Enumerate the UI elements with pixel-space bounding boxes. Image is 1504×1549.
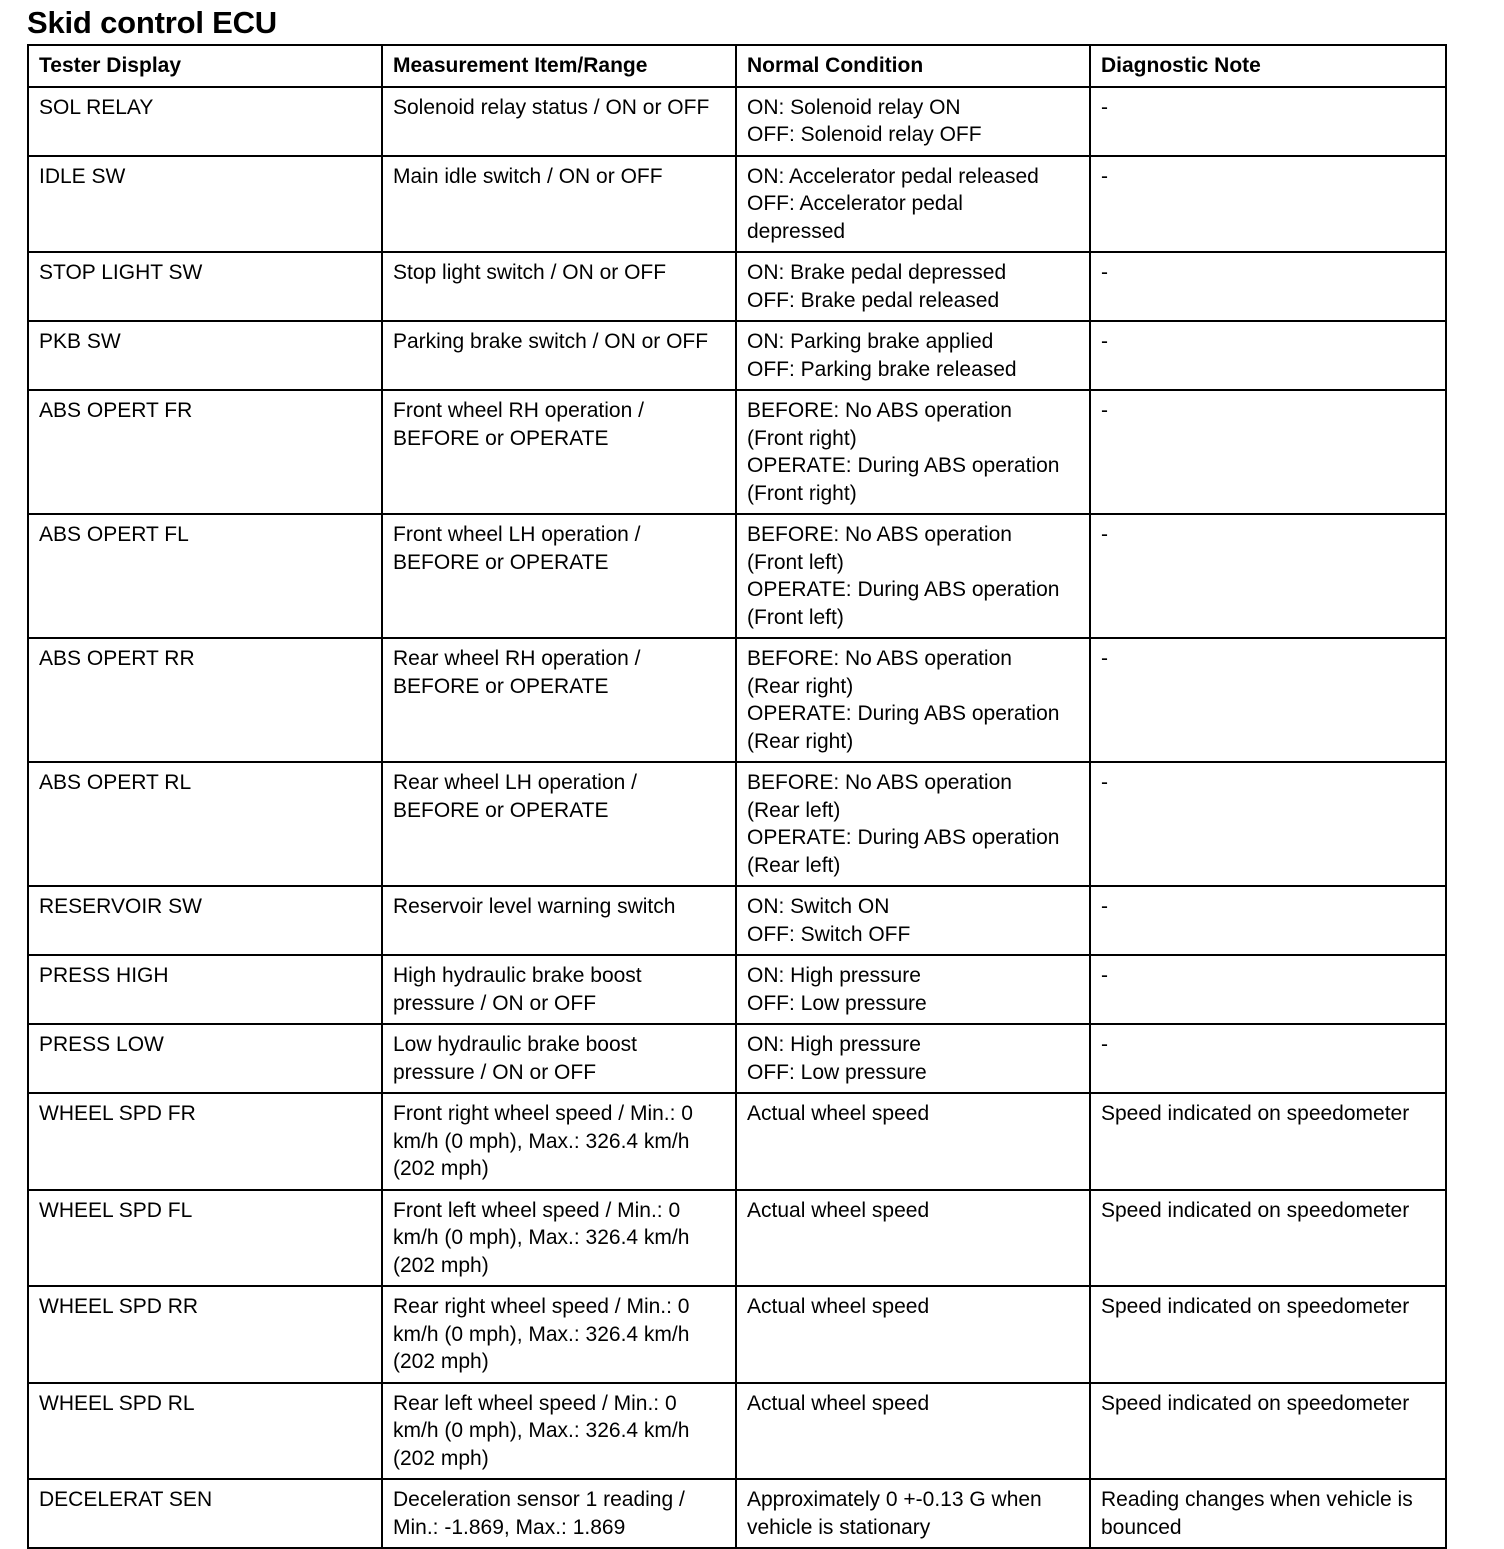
diagnostic-note-cell (1090, 955, 1446, 1024)
normal-condition-cell (736, 87, 1090, 156)
diagnostic-note-cell (1090, 1190, 1446, 1287)
cell-line: - (1101, 523, 1108, 546)
cell-line: ON: High pressure (747, 1033, 921, 1056)
table-row (28, 321, 1446, 390)
normal-condition-cell (736, 1383, 1090, 1480)
measurement-item-cell (382, 955, 736, 1024)
skid-control-ecu-table (27, 44, 1447, 1549)
tester-display-cell: PRESS LOW (28, 1024, 382, 1093)
cell-line: Solenoid relay status / ON or OFF (393, 95, 710, 119)
cell-line: (202 mph) (393, 1157, 489, 1180)
tester-display-cell: ABS OPERT RL (28, 762, 382, 886)
cell-line: - (1101, 399, 1108, 422)
cell-line: Reservoir level warning switch (393, 895, 676, 918)
cell-line: OFF: Switch OFF (747, 922, 911, 946)
table-row (28, 156, 1446, 253)
diagnostic-note-cell (1090, 321, 1446, 390)
measurement-item-cell (382, 156, 736, 253)
cell-line: ON: Accelerator pedal released (747, 164, 1039, 188)
table-row (28, 1093, 1446, 1190)
cell-line: OFF: Low pressure (747, 991, 927, 1015)
cell-line: ON: Parking brake applied (747, 330, 994, 353)
cell-line: depressed (747, 219, 846, 243)
measurement-item-cell (382, 886, 736, 955)
cell-line: OPERATE: During ABS operation (747, 826, 1060, 849)
table-header (28, 45, 1446, 87)
cell-line: OFF: Parking brake released (747, 357, 1017, 381)
diagnostic-note-cell (1090, 1479, 1446, 1548)
table-row (28, 955, 1446, 1024)
normal-condition-cell (736, 156, 1090, 253)
tester-display-cell: WHEEL SPD RL (28, 1383, 382, 1480)
diagnostic-note-cell (1090, 762, 1446, 886)
measurement-item-cell (382, 1190, 736, 1287)
cell-line: High hydraulic brake boost (393, 964, 642, 987)
cell-line: Rear wheel LH operation / (393, 771, 637, 794)
measurement-item-cell (382, 1383, 736, 1480)
cell-line: Reading changes when vehicle is (1101, 1488, 1413, 1511)
cell-line: - (1101, 164, 1108, 188)
cell-line: BEFORE or OPERATE (393, 674, 609, 698)
cell-line: OPERATE: During ABS operation (747, 578, 1060, 601)
diagnostic-note-cell (1090, 1093, 1446, 1190)
cell-line: OFF: Brake pedal released (747, 288, 1000, 312)
normal-condition-cell (736, 1190, 1090, 1287)
cell-line: Stop light switch / ON or OFF (393, 261, 667, 284)
measurement-item-cell (382, 638, 736, 762)
cell-line: - (1101, 771, 1108, 794)
cell-line: Low hydraulic brake boost (393, 1033, 637, 1056)
cell-line: (Front right) (747, 481, 857, 505)
normal-condition-cell (736, 955, 1090, 1024)
normal-condition-cell (736, 321, 1090, 390)
tester-display-cell: PKB SW (28, 321, 382, 390)
cell-line: Actual wheel speed (747, 1198, 930, 1222)
table-row (28, 87, 1446, 156)
cell-line: BEFORE: No ABS operation (747, 771, 1012, 794)
cell-line: OFF: Low pressure (747, 1060, 927, 1084)
table-row (28, 762, 1446, 886)
cell-line: Actual wheel speed (747, 1295, 930, 1318)
cell-line: - (1101, 895, 1108, 918)
cell-line: OPERATE: During ABS operation (747, 702, 1060, 725)
cell-line: BEFORE or OPERATE (393, 798, 609, 822)
normal-condition-cell (736, 390, 1090, 514)
tester-display-cell: WHEEL SPD FL (28, 1190, 382, 1287)
cell-line: (Front right) (747, 426, 857, 450)
normal-condition-cell (736, 638, 1090, 762)
cell-line: BEFORE: No ABS operation (747, 399, 1012, 422)
tester-display-cell: ABS OPERT RR (28, 638, 382, 762)
diagnostic-note-cell (1090, 886, 1446, 955)
cell-line: Main idle switch / ON or OFF (393, 164, 663, 188)
measurement-item-cell (382, 762, 736, 886)
measurement-item-cell (382, 1286, 736, 1383)
tester-display-cell: PRESS HIGH (28, 955, 382, 1024)
cell-line: Front wheel LH operation / (393, 523, 641, 546)
header-tester-display: Tester Display (28, 45, 382, 87)
cell-line: ON: Solenoid relay ON (747, 95, 961, 119)
cell-line: BEFORE: No ABS operation (747, 523, 1012, 546)
normal-condition-cell (736, 1479, 1090, 1548)
tester-display-cell: ABS OPERT FR (28, 390, 382, 514)
table-row (28, 886, 1446, 955)
normal-condition-cell (736, 886, 1090, 955)
table-row (28, 1024, 1446, 1093)
normal-condition-cell (736, 514, 1090, 638)
measurement-item-cell (382, 321, 736, 390)
cell-line: Front right wheel speed / Min.: 0 (393, 1102, 693, 1125)
cell-line: (Rear left) (747, 798, 841, 822)
cell-line: Rear right wheel speed / Min.: 0 (393, 1295, 690, 1318)
measurement-item-cell (382, 1024, 736, 1093)
diagnostic-note-cell (1090, 514, 1446, 638)
diagnostic-note-cell (1090, 390, 1446, 514)
tester-display-cell: WHEEL SPD RR (28, 1286, 382, 1383)
cell-line: Speed indicated on speedometer (1101, 1102, 1410, 1125)
table-row (28, 1190, 1446, 1287)
cell-line: - (1101, 261, 1108, 284)
cell-line: OFF: Solenoid relay OFF (747, 123, 982, 146)
table-row (28, 638, 1446, 762)
cell-line: km/h (0 mph), Max.: 326.4 km/h (393, 1322, 690, 1346)
table-row (28, 390, 1446, 514)
cell-line: (Front left) (747, 550, 844, 574)
normal-condition-cell (736, 1286, 1090, 1383)
cell-line: Rear left wheel speed / Min.: 0 (393, 1391, 677, 1415)
diagnostic-note-cell (1090, 1286, 1446, 1383)
cell-line: (202 mph) (393, 1446, 489, 1470)
cell-line: (Rear right) (747, 674, 854, 698)
tester-display-cell: RESERVOIR SW (28, 886, 382, 955)
normal-condition-cell (736, 762, 1090, 886)
normal-condition-cell (736, 1024, 1090, 1093)
cell-line: BEFORE: No ABS operation (747, 647, 1012, 670)
cell-line: OFF: Accelerator pedal (747, 192, 963, 215)
cell-line: ON: Brake pedal depressed (747, 261, 1007, 284)
cell-line: pressure / ON or OFF (393, 1060, 597, 1084)
header-diagnostic-note: Diagnostic Note (1090, 45, 1446, 87)
normal-condition-cell (736, 252, 1090, 321)
page-title: Skid control ECU (27, 5, 277, 40)
header-measurement-item: Measurement Item/Range (382, 45, 736, 87)
cell-line: km/h (0 mph), Max.: 326.4 km/h (393, 1419, 690, 1442)
diagnostic-note-cell (1090, 638, 1446, 762)
cell-line: Speed indicated on speedometer (1101, 1295, 1410, 1318)
tester-display-cell: SOL RELAY (28, 87, 382, 156)
diagnostic-note-cell (1090, 87, 1446, 156)
diagnostic-note-cell (1090, 1383, 1446, 1480)
cell-line: (Front left) (747, 605, 844, 629)
diagnostic-note-cell (1090, 156, 1446, 253)
cell-line: Rear wheel RH operation / (393, 647, 641, 670)
table-row (28, 1383, 1446, 1480)
cell-line: Front wheel RH operation / (393, 399, 644, 422)
diagnostic-note-cell (1090, 252, 1446, 321)
header-normal-condition: Normal Condition (736, 45, 1090, 87)
table-row (28, 252, 1446, 321)
table-row (28, 1479, 1446, 1548)
tester-display-cell: IDLE SW (28, 156, 382, 253)
tester-display-cell: DECELERAT SEN (28, 1479, 382, 1548)
measurement-item-cell (382, 252, 736, 321)
cell-line: km/h (0 mph), Max.: 326.4 km/h (393, 1226, 690, 1249)
cell-line: (202 mph) (393, 1350, 489, 1373)
table-row (28, 514, 1446, 638)
cell-line: (202 mph) (393, 1253, 489, 1277)
cell-line: pressure / ON or OFF (393, 991, 597, 1015)
cell-line: - (1101, 964, 1108, 987)
cell-line: Speed indicated on speedometer (1101, 1391, 1410, 1415)
tester-display-cell: STOP LIGHT SW (28, 252, 382, 321)
cell-line: Approximately 0 +-0.13 G when (747, 1488, 1042, 1511)
measurement-item-cell (382, 1479, 736, 1548)
normal-condition-cell (736, 1093, 1090, 1190)
cell-line: Speed indicated on speedometer (1101, 1198, 1410, 1222)
cell-line: BEFORE or OPERATE (393, 426, 609, 450)
table-body (28, 87, 1446, 1549)
cell-line: km/h (0 mph), Max.: 326.4 km/h (393, 1129, 690, 1153)
cell-line: Min.: -1.869, Max.: 1.869 (393, 1515, 626, 1539)
tester-display-cell: ABS OPERT FL (28, 514, 382, 638)
measurement-item-cell (382, 390, 736, 514)
cell-line: BEFORE or OPERATE (393, 550, 609, 574)
cell-line: Deceleration sensor 1 reading / (393, 1488, 685, 1511)
cell-line: (Rear right) (747, 729, 854, 753)
cell-line: Actual wheel speed (747, 1102, 930, 1125)
cell-line: OPERATE: During ABS operation (747, 454, 1060, 477)
header-row (28, 45, 1446, 87)
cell-line: - (1101, 95, 1108, 119)
cell-line: - (1101, 1033, 1108, 1056)
measurement-item-cell (382, 1093, 736, 1190)
cell-line: (Rear left) (747, 853, 841, 877)
cell-line: bounced (1101, 1515, 1182, 1539)
cell-line: ON: High pressure (747, 964, 921, 987)
tester-display-cell: WHEEL SPD FR (28, 1093, 382, 1190)
cell-line: Parking brake switch / ON or OFF (393, 330, 709, 353)
table-row (28, 1286, 1446, 1383)
cell-line: vehicle is stationary (747, 1515, 931, 1539)
cell-line: Actual wheel speed (747, 1391, 930, 1415)
diagnostic-note-cell (1090, 1024, 1446, 1093)
measurement-item-cell (382, 514, 736, 638)
cell-line: ON: Switch ON (747, 895, 890, 918)
cell-line: - (1101, 647, 1108, 670)
measurement-item-cell (382, 87, 736, 156)
cell-line: Front left wheel speed / Min.: 0 (393, 1198, 681, 1222)
cell-line: - (1101, 330, 1108, 353)
